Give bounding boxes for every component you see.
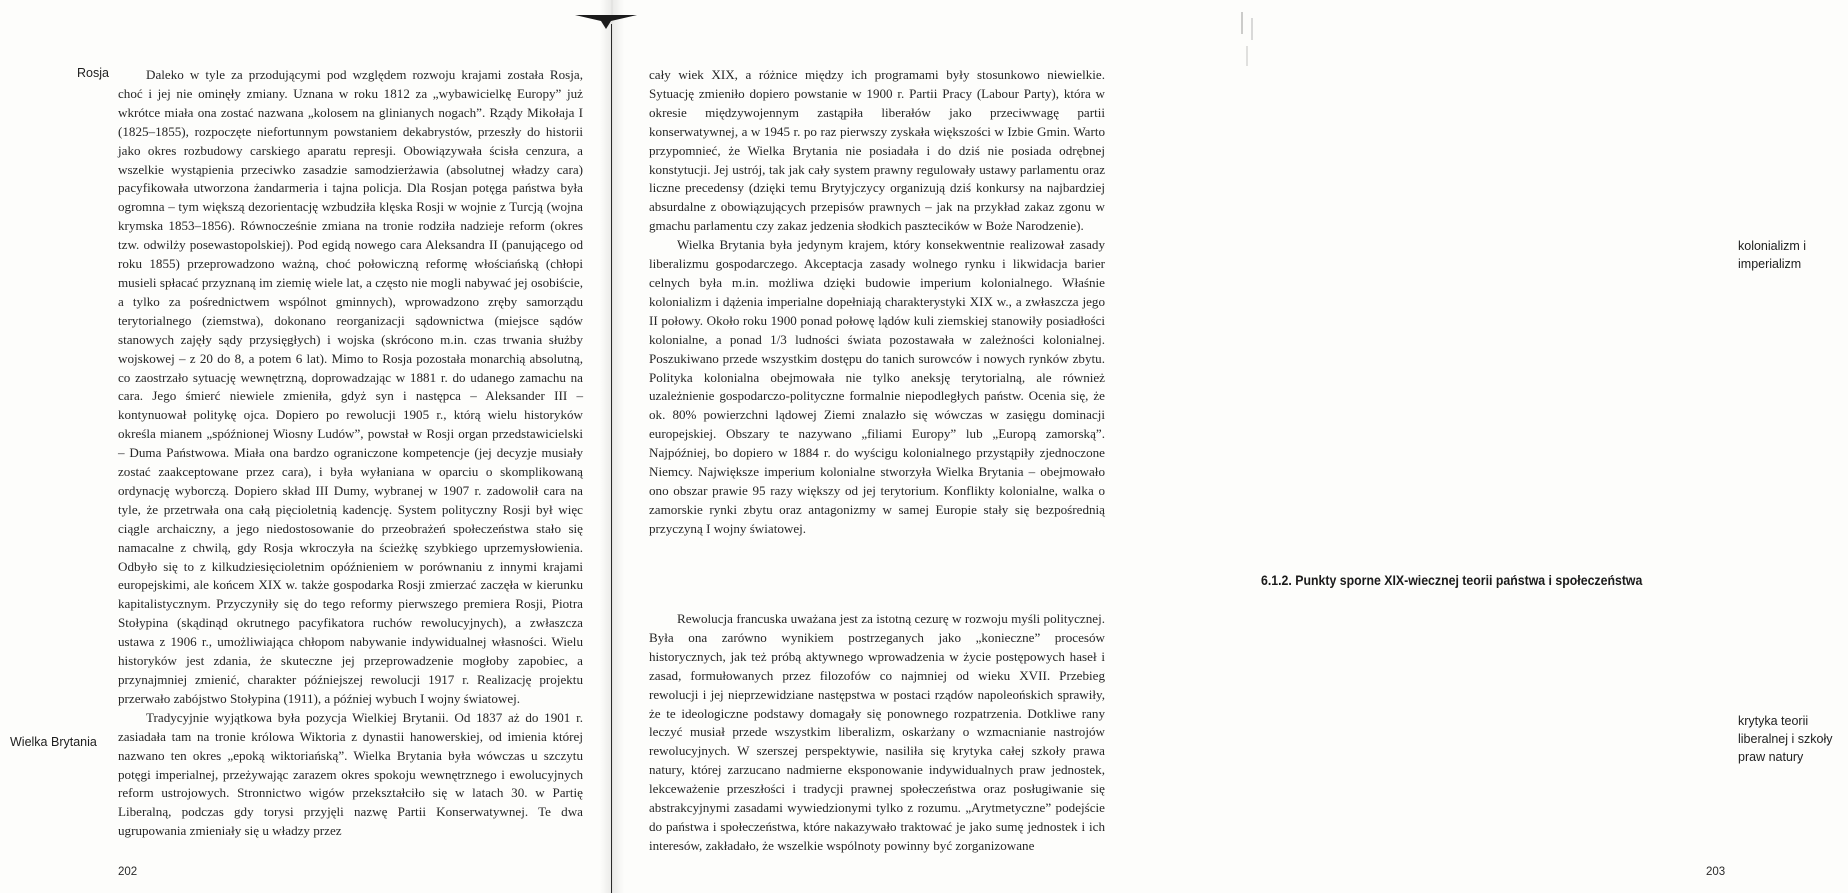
margin-label-kolonializm: kolonializm i imperializm <box>1738 239 1807 271</box>
margin-label-rosja: Rosja <box>77 66 109 80</box>
left-body-text <box>118 66 583 841</box>
paragraph-rosja: Daleko w tyle za przodującymi pod względem rozwoju krajami została Rosja, choć i jej nie ominęły zmiany. Uznana w roku 1812 za „wybawicielkę Europy” już wkrótce miała ona zostać nazwana „kolosem na glinianych nogach”. Rządy Mikołaja I (1825–1855), rozpoczęte niefortunnym powstaniem dekabrystów, przeszły do historii jako okres rozbudowy carskiego aparatu represji. Obowiązywała ścisła cenzura, a wszelkie wystąpienia przeciwko zasadzie samodzierżawia (absolutnej władzy cara) pacyfikowała utworzona żandarmeria i tajna policja. Dla Rosjan potęga państwa była ogromna – tym większą dezorientację wzbudziła klęska Rosji w wojnie z Turcją (wojna krymska 1853–1856). Równocześnie zmiana na tronie rodziła nadzieje reform (okres tzw. odwilży posewastopolskiej). Pod egidą nowego cara Aleksandra II (panującego od roku 1855) przeprowadzono ważną, choć połowiczną reformę włościańską (chłopi musieli spłacać przyznaną im ziemię wiele lat, a często nie mogli nabywać jej osobiście, a tylko za pośrednictwem wspólnot gminnych), wprowadzono zręby samorządu terytorialnego (ziemstwa), dokonano reorganizacji sądownictwa (miejsce sądów stanowych zajęły sądy przysięgłych) i wojska (skrócono m.in. czas trwania służby wojskowej – z 20 do 8, a potem 6 lat). Mimo to Rosja pozostała monarchią absolutną, co zaostrzało sytuację wewnętrzną, doprowadzając w 1881 r. do udanego zamachu na cara. Jego śmierć niewiele zmieniła, gdyż syn i następca – Aleksander III – kontynuował politykę ojca. Dopiero po rewolucji 1905 r., którą wielu historyków określa mianem „spóźnionej Wiosny Ludów”, powstał w Rosji organ przedstawicielski – Duma Państwowa. Miała ona bardzo ograniczone kompetencje (jej decyzje musiały zostać zaakceptowane przez cara), i była wyłaniana w oparciu o skomplikowaną ordynację wyborczą. Dopiero skład III Dumy, wybranej w 1907 r. zadowolił cara na tyle, że przetrwała ona całą pięcioletnią kadencję. System polityczny Rosji był więc ciągle archaiczny, a jego niedostosowanie do przeobrażeń społeczeństwa stało się namacalne z chwilą, gdy Rosja wkroczyła na ścieżkę szybkiego uprzemysłowienia. Odbyło się to z kilkudziesięcioletnim opóźnieniem w porównaniu z innymi krajami europejskimi, ale końcem XIX w. także gospodarka Rosji zmierzać zaczęła w kierunku kapitalistycznym. Przyczyniły się do tego reformy pierwszego premiera Rosji, Piotra Stołypina (skądinąd okrutnego pacyfikatora ruchów rewolucyjnych), a zwłaszcza ustawa z 1906 r., umożliwiająca chłopom nabywanie indywidualnej własności. Wielu historyków jest zdania, że skuteczne jej przeprowadzenie mogłoby zapobiec, a przynajmniej zmienić, charakter późniejszej rewolucji 1917 r. Realizację projektu przerwało zabójstwo Stołypina (1911), a później wybuch I wojny światowej. <box>118 67 583 706</box>
paragraph-continuation: cały wiek XIX, a różnice między ich programami były stosunkowo niewielkie. Sytuację zmieniło dopiero powstanie w 1900 r. Partii Pracy (Labour Party), która w okresie międzywojennym zastąpiła liberałów jako przeciwwagę partii konserwatywnej, a w 1945 r. po raz pierwszy zyskała większości w Izbie Gmin. Warto przypomnieć, że Wielka Brytania nie posiadała i do dziś nie posiada odrębnej konstytucji. Jej ustrój, tak jak cały system prawny regulowały ustawy parlamentu oraz liczne precedensy (dzięki temu Brytyjczycy organizują dziś konkursy na najbardziej absurdalne z obowiązujących przepisów prawnych – jak na przykład zakaz zgonu w gmachu parlamentu czy zakaz jedzenia słodkich pasztecików w Boże Narodzenie). <box>649 67 1105 234</box>
paragraph-rewolucja: Rewolucja francuska uważana jest za istotną cezurę w rozwoju myśli politycznej. Była ona zarówno wynikiem postrzeganych jako „konieczne” procesów historycznych, jak też próbą aktywnego wprowadzenia w życie postępowych haseł i zasad, formułowanych przez filozofów co najmniej od wieku XVII. Przebieg rewolucji i jej nieprzewidziane następstwa w postaci rządów napoleońskich sprawiły, że te ideologiczne podstawy domagały się ponownego rozpatrzenia. Dotkliwe rany leczyć musiał przede wszystkim liberalizm, oskarżany o wzmacnianie nastrojów rewolucyjnych. W szerszej perspektywie, nasiliła się krytyka całej szkoły prawa natury, której zarzucano nadmierne eksponowanie indywidualnych praw jednostek, lekceważenie przeszłości i tradycji prawnej społeczeństwa oraz posługiwanie się abstrakcyjnymi zasadami wywiedzionymi tylko z rozumu. „Arytmetyczne” podejście do państwa i społeczeństwa, które nakazywało traktować je jako sumę jednostek i ich interesów, zakładało, że wszelkie wspólnoty powinny być zorganizowane <box>649 611 1105 853</box>
paragraph-wielka-brytania: Tradycyjnie wyjątkowa była pozycja Wielkiej Brytanii. Od 1837 aż do 1901 r. zasiadała tam na tronie królowa Wiktoria z dynastii hanowerskiej, od imienia której nazwano ten okres „epoką wiktoriańską”. Wielka Brytania była wówczas u szczytu potęgi imperialnej, przeżywając zarazem okres spokoju wewnętrznego i ewolucyjnych reform ustrojowych. Stronnictwo wigów przekształciło się w latach 30. w Partię Liberalną, podczas gdy torysi przyjęli nazwę Partii Konserwatywnej. Te dwa ugrupowania zmieniały się u władzy przez <box>118 709 583 839</box>
left-page <box>0 0 612 893</box>
margin-label-krytyka: krytyka teorii liberalnej i szkoły praw natury <box>1738 714 1833 764</box>
paragraph-kolonializm: Wielka Brytania była jedynym krajem, który konsekwentnie realizował zasady liberalizmu gospodarczego. Akceptacja zasady wolnego rynku i likwidacja barier celnych była m.in. możliwa dzięki budowie imperium kolonialnego. Właśnie kolonializm i dążenia imperialne dopełniają charakterystyki XIX w., a zwłaszcza jego II połowy. Około roku 1900 ponad połowę lądów kuli ziemskiej stanowiły posiadłości kolonialne, a ponad 1/3 ludności świata pozostawała w zależności kolonialnej. Poszukiwano przede wszystkim dostępu do tanich surowców i nowych rynków zbytu. Polityka kolonialna obejmowała nie tylko aneksję terytorialną, ale również uzależnienie gospodarczo-polityczne formalnie niepodległych państw. Ocenia się, że ok. 80% powierzchni lądowej Ziemi znalazło się wówczas w zasięgu dominacji europejskiej. Obszary te nazywano „filiami Europy” lub „Europą zamorską”. Najpóźniej, bo dopiero w 1884 r. do wyścigu kolonialnego przystąpiły zjednoczone Niemcy. Największe imperium kolonialne stworzyła Wielka Brytania – obejmowało ono obszar prawie 95 razy większy od jej terytorium. Konflikty kolonialne, walka o zamorskie rynki zbytu oraz antagonizmy w samej Europie stały się bezpośrednią przyczyną I wojny światowej. <box>649 237 1105 536</box>
right-body-text-top <box>649 66 1105 539</box>
right-body-text-bottom <box>649 610 1105 856</box>
page-number-right: 203 <box>1706 866 1726 878</box>
section-heading: 6.1.2. Punkty sporne XIX-wiecznej teorii państwa i społeczeństwa <box>1261 572 1643 588</box>
page-number-left: 202 <box>118 866 138 878</box>
margin-label-wielka-brytania: Wielka Brytania <box>10 735 97 749</box>
